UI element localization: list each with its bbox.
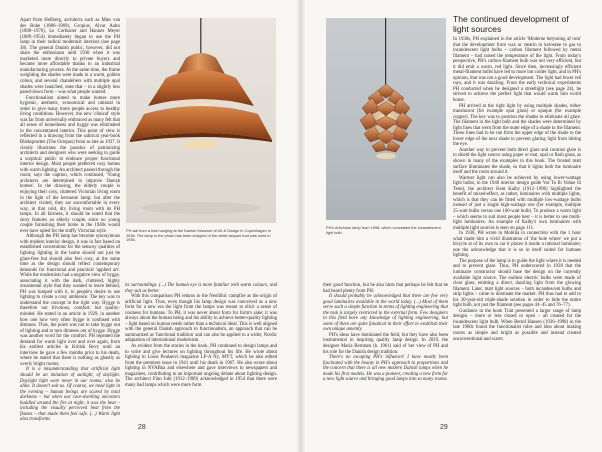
artichoke-lamp-photo bbox=[326, 18, 446, 220]
paragraph: Although the PH lamp has become synonymous with modern interior design, it was in fact based on established conventions for the sensory qualities of lighting lighting in the home should not just be glare-free but should also feel cosy, at the same time as the design should reflect contemporary demands for functional and practical 'applied art'. While the modernists had a negative view of hygge, associating it with the dark, cluttered, highly ornamental style that they wanted to leave behind, PH was lumped with it, to people's desire to use lighting to create a cosy ambience. The key was to understand the concept in the right way. Hygge is therefore not frivolous, comfort; but quality-minded. He stated in an article in 1929, in another how one how very often hygge is confused with dimness. Thus, the point was not to take hygge out of lighting and to turn dimness out of hygge. Hygge was another word for the comfort. PH repeated the demand for warm light over and over again, from his earliest articles in Kritisk Revy until an interview he gave a few months prior to his death, where he stated that there is nothing as ghastly as overly bright rooms: bbox=[20, 234, 120, 367]
paragraph: Apart from Hellberg, architects such as Mies van der Rohe (1886–1969), Gropius, Alvar Aalto (1898–1976), Le Corbusier and Hannes Meyer (1889–1954) immediately began to use the PH lamp in their radical modernist interiors (see page 38). The general Danish public, however, did not share the enthusiasm until 1930 when it was marketed more directly to private buyers and became more affordable thanks to an industrial manufacturing process. At the same time, the frame weighting the shades were made in a warm, golden colour, and several chandeliers with multiple opal shades were launched, ones that – in a slightly less pared-down form – was what people wanted. bbox=[20, 18, 120, 96]
page-number: 28 bbox=[138, 424, 146, 431]
paragraph: their good function, but he also hints that perhaps he felt that he had heard plenty from PH: bbox=[323, 283, 448, 294]
quotation: It is a misunderstanding that artificial light should be an imitation of sunlight, of daylight. Daylight light were never in our rooms; also be alike. It doesn't suit us. Of course, we need light in the evening – human beings are scared by total darkness – but when our cave-dwelling ancestors huddled around the fire at night, it was the heat – including the visually perceived heat from the flames – that made them feel safe. (...) Warm light also transforms bbox=[20, 367, 120, 423]
right-page-column-2 bbox=[453, 37, 581, 342]
paragraph: In 1938, PH wrote in Mobilia in connection with the 1 hour what made him a vivid illustration of 'the hole where' we put a bicycle at of its own to car it places it inside a rational luminaire; one the acknowledge that it is so in itself suited for humans lighting. bbox=[453, 231, 581, 259]
artichoke-lamp-illustration bbox=[326, 18, 446, 220]
figure-caption: PH's Artichoke lamp from 1958, which concealed the incandescent light bulb. bbox=[326, 225, 441, 235]
figure-caption: PH-lab from a trial hanging at the Danish Museum of Art & Design in Copenhagen in 1936. The lamp in the photo has been stripped of the white lacquer that was used in 1935. bbox=[126, 228, 271, 243]
paragraph: Another way to prevent both direct glare and contrast glare is to shield the light source using paper or mat, opal or flash glass, as shown in many of the examples in this book. The frosted matt surface illuminates the shade, so that it lights both the luminaire itself and the room around it. bbox=[453, 147, 581, 176]
paragraph: Guidance in the book Trait presented a larger range of lamp designs – more or less closed or open – all created for the incandescent light bulb. When Bernd Hansen (1936–1998) in the late 1960s found the functionalist rules and idea about making rooms as simple and bright as possible and instead created unconventional and warm bbox=[453, 308, 581, 342]
paragraph: In 1930s, PH explained in the article 'Moderne belysning af rum' that the development from wax or stearin to kerosene to gas to incandescent light bulbs – carbon filament followed by metal filament – had raised the temperature of the light. From today's perspective, PH's carbon-filament bulb was not very efficient, but it did emit a warm, red light. Since then, increasingly efficient metal-filament bulbs have led to more but colder light, and in PH's opinion, that was not a good development. The light had fewer red rays, and it was dazzling. From the early technical experiments PH conducted when he designed a streetlight (see page 24), he strived to achieve the perfect light that would warm him world home. bbox=[453, 37, 581, 104]
paragraph: PH's ideas have dominated the field, but they have also been instrumental in inspiring quality lamp design. In 2019, the designer Maria Berntsen (b. 1961) said of her view of PH and his role for the Danish design tradition: bbox=[323, 332, 448, 355]
page-number: 29 bbox=[440, 424, 448, 431]
paragraph: Warmer light can also be achieved by using lower-wattage light bulbs; in the 1940 interior design guide Vor To Ib Vohne til Tenn), the architect Kent Kalby (1912–1996) highlighted the benefit of mixed-effect, as rather, luminaires with multiple lights, which is that they can be fitted with multiple low-wattage bulbs instead of just a single high-wattage one (for example, multiple 25-watt bulbs versus one 100-watt bulb). To produce a warm light – which seems to suit most people best – it is better to use multi-light luminaires. An example of Kalby's own luminaires with multiple light sources is seen on page 111. bbox=[453, 175, 581, 231]
paragraph: Functionalism aimed to make homes more hygienic, aesthetic, economical and rational in order to give many more people access to healthy living conditions. However, the new 'clinical' style was far from universally embraced as many felt that all sense of homeliness and hygge was eliminated in the concentrated interior. This point of view is reflected in a drawing from the satirical year-book Blæksprutten (The Octopus) from as late as 1937. It clearly illustrates the paradox of patronizing architects and designers who were seeking to guide a sceptical public to embrace proper functional interior design. Most people preferred cosy homes with warm lighting. An architect passed through the room; says the caption, which continued, 'Young architects are determined to improve Danish homes'. In the drawing, the elderly couple is enjoying their cosy, cluttered Victorian living room in the light of the kerosene lamp; but after the architect visited, they sat uncomfortable in every way, in that cold, dry living room with its PH lamps. In all fairness, it should be noted that the story features an elderly couple, since no young couple furnishing their home in the 1940s would ever have opted for the stuffy Victorian style. bbox=[20, 95, 120, 234]
section-heading: The continued development of light sources bbox=[453, 14, 569, 34]
paragraph: With this comparison PH returns to the Neolithic campfire as the origin of artificial light. Thus, even though his lamp design was conceived as a new form for a new era the light from the lamps was meant to elicit a sense of cosiness for humans. To PH, it was never about form for form's sake; it was always about the human being and his ability to achieve better-quality lighting – light based on human needs rather than a technical ideal. This is well aligned with the general Danish approach to functionalism, an approach that can be summarized as 'functional tradition' and can also be applied to a wider, Nordic adaptation of international modernism. bbox=[125, 294, 277, 344]
quotation: It should probably be acknowledged that there are few very good luminaires available in the world today. (...) Most of them serve such a simple function in terms of lighting engineering that the task is largely restricted to the external form. Few designers in this field have any knowledge of lighting engineering, but some of them are quite fanatical in their effort to establish their own unique amenity. bbox=[323, 294, 448, 333]
paragraph: As evident from the stories in the book, PH continued to design lamps and to write and give lectures on lighting throughout his life. He wrote about lighting in Louis Poulsen's magazine LP-A Ny, MYT, which he also edited from the premiere issue in 1941 until his death in 1967. He also wrote about lighting in NVABna and elsewhere and gave interviews to newspapers and magazines, contributing to an important ongoing debate about lighting design. The architect Finn Juhl (1912–1989) acknowledged in 1954 that there were many bad lamps which were more form bbox=[125, 344, 277, 388]
ph-lamp-illustration bbox=[126, 18, 276, 223]
quotation: its surroundings. (...) The human eye is more familiar with warm colours, and they suit us better. bbox=[125, 283, 277, 294]
right-page-column-1 bbox=[323, 283, 448, 383]
quotation: There's no escaping PH's influence! I have mostly been fascinated with the beauty in PH's approach to proportions and the concern that there is all new modern Danish lamps when he made his first models. He was a pioneer, creating a new form for a new light source and bringing good lamps into so many rooms. bbox=[323, 355, 448, 383]
left-page-column-1 bbox=[20, 18, 120, 423]
ph-lamp-photo bbox=[126, 18, 276, 223]
left-page bbox=[0, 0, 300, 452]
left-page-column-2 bbox=[125, 283, 277, 388]
paragraph: The purpose of the lamp is to guide the light where it is needed and to prevent glare. Thus, PH underscored in 1938 that the luminaire constructor should base the design on the currently available light source. The earliest electric bulbs were made of clear glass, emitting a direct, dazzling light from the glowing filament. Later, matt light sources – both incandescent bulbs and strip lights – came to dominate the market. PH thus had to add to his 30-year-old triple-shade solution in order to hide the entire light bulb, not just the filament (see pages 44–45 and 76–77). bbox=[453, 258, 581, 309]
book-gutter bbox=[296, 0, 306, 452]
paragraph: PH arrived at the right light by using multiple shades, either translucent (for example opal glass) or opaque (for example copper). The key was to position the shades to eliminate all glare. The filament in the light bulb and the shades were determined by light lines that went from the outer edge of a shade to the filament. These lines had to be run from the upper edge of the shade to the lower edge of the next shade to prevent glaring light from hitting the eye. bbox=[453, 103, 581, 148]
